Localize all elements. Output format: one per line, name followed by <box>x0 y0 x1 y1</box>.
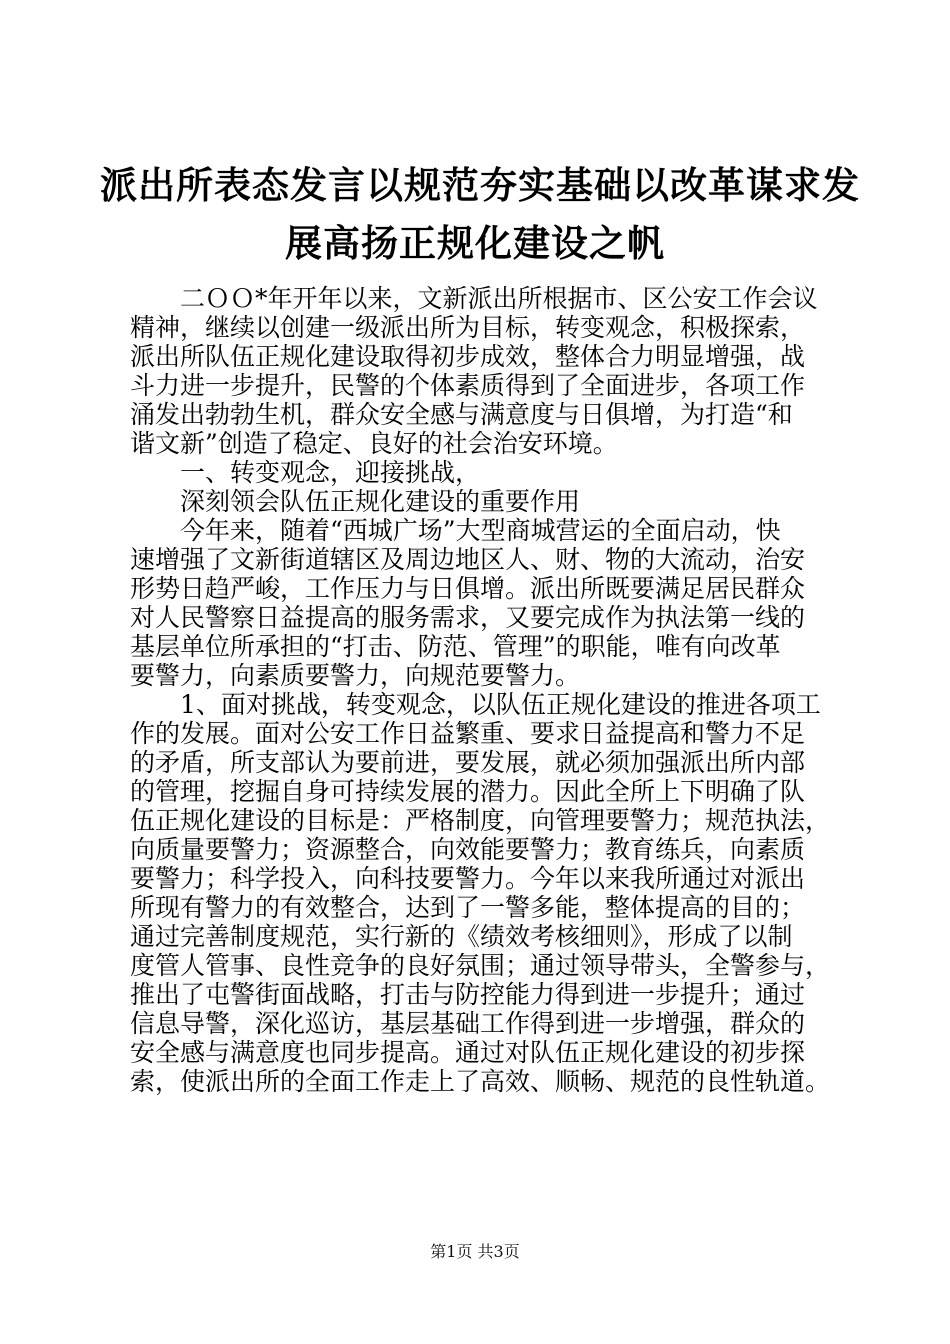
paragraph-line: 信息导警，深化巡访，基层基础工作得到进一步增强，群众的 <box>130 1009 806 1038</box>
paragraph-line: 推出了屯警街面战略，打击与防控能力得到进一步提升；通过 <box>130 980 806 1009</box>
paragraph-line: 二ＯＯ*年开年以来，文新派出所根据市、区公安工作会议 <box>180 284 818 313</box>
paragraph-line: 派出所队伍正规化建设取得初步成效，整体合力明显增强，战 <box>130 342 806 371</box>
paragraph-line: 通过完善制度规范，实行新的《绩效考核细则》，形成了以制 <box>130 922 793 951</box>
paragraph-line: 向质量要警力；资源整合，向效能要警力；教育练兵，向素质 <box>130 835 806 864</box>
paragraph-line: 涌发出勃勃生机，群众安全感与满意度与日俱增，为打造“和 <box>130 400 793 429</box>
paragraph-line: 索，使派出所的全面工作走上了高效、顺畅、规范的良性轨道。 <box>130 1067 831 1096</box>
page-number-footer: 第1页 共3页 <box>430 1242 520 1261</box>
paragraph-line: 安全感与满意度也同步提高。通过对队伍正规化建设的初步探 <box>130 1038 806 1067</box>
paragraph-line: 伍正规化建设的目标是：严格制度，向管理要警力；规范执法， <box>130 806 831 835</box>
section-heading-line: 一、转变观念，迎接挑战， <box>180 458 481 487</box>
paragraph-line: 形势日趋严峻，工作压力与日俱增。派出所既要满足居民群众 <box>130 574 806 603</box>
paragraph-line: 度管人管事、良性竞争的良好氛围；通过领导带头，全警参与， <box>130 951 831 980</box>
document-title-line-2: 展高扬正规化建设之帆 <box>285 222 665 265</box>
paragraph-line: 作的发展。面对公安工作日益繁重、要求日益提高和警力不足 <box>130 719 806 748</box>
paragraph-line: 要警力，向素质要警力，向规范要警力。 <box>130 661 581 690</box>
paragraph-line: 1、面对挑战，转变观念，以队伍正规化建设的推进各项工 <box>180 690 821 719</box>
paragraph-line: 对人民警察日益提高的服务需求，又要完成作为执法第一线的 <box>130 603 806 632</box>
paragraph-line: 的矛盾，所支部认为要前进，要发展，就必须加强派出所内部 <box>130 748 806 777</box>
paragraph-line: 精神，继续以创建一级派出所为目标，转变观念，积极探索， <box>130 313 806 342</box>
paragraph-line: 要警力；科学投入，向科技要警力。今年以来我所通过对派出 <box>130 864 806 893</box>
paragraph-line: 今年来，随着“西城广场”大型商城营运的全面启动，快 <box>180 516 781 545</box>
paragraph-line: 所现有警力的有效整合，达到了一警多能，整体提高的目的； <box>130 893 806 922</box>
paragraph-line: 基层单位所承担的“打击、防范、管理”的职能，唯有向改革 <box>130 632 781 661</box>
paragraph-line: 的管理，挖掘自身可持续发展的潜力。因此全所上下明确了队 <box>130 777 806 806</box>
paragraph-line: 谐文新”创造了稳定、良好的社会治安环境。 <box>130 429 618 458</box>
document-body <box>130 284 830 1096</box>
section-heading-line: 深刻领会队伍正规化建设的重要作用 <box>180 487 581 516</box>
paragraph-line: 速增强了文新街道辖区及周边地区人、财、物的大流动，治安 <box>130 545 806 574</box>
paragraph-line: 斗力进一步提升，民警的个体素质得到了全面进步，各项工作 <box>130 371 806 400</box>
document-title-line-1: 派出所表态发言以规范夯实基础以改革谋求发 <box>100 164 860 207</box>
